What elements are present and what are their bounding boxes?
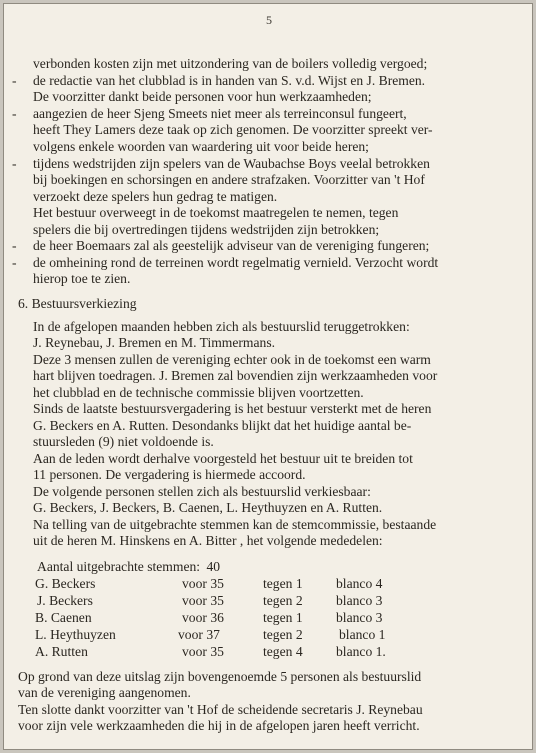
vote-voor: voor 35 [182,644,224,659]
bullet-mark: - [12,156,17,171]
vote-blanco: blanco 3 [336,593,383,608]
text-line: de heer Boemaars zal als geestelijk adviseur van de vereniging fungeren; [33,238,430,253]
text-line: Na telling van de uitgebrachte stemmen kan de stemcommissie, bestaande [33,517,437,532]
vote-row [4,627,534,643]
vote-name: G. Beckers [35,576,96,591]
text-line: De voorzitter dankt beide personen voor hun werkzaamheden; [33,89,372,104]
text-line: 11 personen. De vergadering is hiermede accoord. [33,467,306,482]
text-line: De volgende personen stellen zich als bestuurslid verkiesbaar: [33,484,371,499]
text-line: Op grond van deze uitslag zijn bovengenoemde 5 personen als bestuurslid [18,669,422,684]
text-line: heeft They Lamers deze taak op zich genomen. De voorzitter spreekt ver- [33,122,433,137]
text-line: Deze 3 mensen zullen de vereniging echter ook in de toekomst een warm [33,352,431,367]
text-line: G. Beckers en A. Rutten. Desondanks blijkt dat het huidige aantal be- [33,418,412,433]
vote-blanco: blanco 1 [339,627,386,642]
text-line: hierop toe te zien. [33,271,131,286]
votes-total-value: 40 [206,559,221,574]
text-line: volgens enkele woorden van waardering uit voor beide heren; [33,139,369,154]
text-line: G. Beckers, J. Beckers, B. Caenen, L. Heythuyzen en A. Rutten. [33,500,383,515]
text-line: Sinds de laatste bestuursvergadering is het bestuur versterkt met de heren [33,401,432,416]
text-line: de redactie van het clubblad is in handen van S. v.d. Wijst en J. Bremen. [33,73,426,88]
bullet-mark: - [12,238,17,253]
vote-voor: voor 37 [178,627,220,642]
vote-tegen: tegen 2 [263,593,303,608]
vote-blanco: blanco 4 [336,576,383,591]
text-line: hart blijven toedragen. J. Bremen zal bovendien zijn werkzaamheden voor [33,368,438,383]
text-line: het clubblad en de technische commissie blijven voortzetten. [33,385,364,400]
vote-name: J. Beckers [37,593,93,608]
text-line: Ten slotte dankt voorzitter van 't Hof de scheidende secretaris J. Reynebau [18,702,423,717]
text-line: Het bestuur overweegt in de toekomst maatregelen te nemen, tegen [33,205,399,220]
vote-blanco: blanco 1. [336,644,386,659]
vote-row [4,593,534,609]
page-number: 5 [266,13,272,27]
text-line: In de afgelopen maanden hebben zich als bestuurslid teruggetrokken: [33,319,410,334]
text-line: aangezien de heer Sjeng Smeets niet meer als terreinconsul fungeert, [33,106,407,121]
vote-name: A. Rutten [35,644,88,659]
text-line: verzoekt deze spelers hun gedrag te matigen. [33,189,278,204]
text-line: spelers die bij overtredingen tijdens wedstrijden zijn betrokken; [33,222,380,237]
section-heading: 6. Bestuursverkiezing [18,296,137,311]
votes-total [37,559,220,575]
vote-tegen: tegen 1 [263,610,303,625]
vote-name: B. Caenen [35,610,92,625]
vote-blanco: blanco 3 [336,610,383,625]
bullet-mark: - [12,73,17,88]
text-line: stuursleden (9) niet voldoende is. [33,434,214,449]
text-line: uit de heren M. Hinskens en A. Bitter , het volgende mededelen: [33,533,383,548]
bullet-mark: - [12,255,17,270]
text-line: voor zijn vele werkzaamheden die hij in de afgelopen jaren heeft verricht. [18,718,420,733]
text-line: verbonden kosten zijn met uitzondering van de boilers volledig vergoed; [33,56,428,71]
document-page [3,3,533,750]
vote-tegen: tegen 4 [263,644,303,659]
text-line: bij boekingen en schorsingen en andere strafzaken. Voorzitter van 't Hof [33,172,425,187]
vote-tegen: tegen 2 [263,627,303,642]
vote-row [4,644,534,660]
vote-voor: voor 35 [182,593,224,608]
vote-name: L. Heythuyzen [35,627,116,642]
text-line: Aan de leden wordt derhalve voorgesteld het bestuur uit te breiden tot [33,451,413,466]
text-line: de omheining rond de terreinen wordt regelmatig vernield. Verzocht wordt [33,255,439,270]
vote-voor: voor 35 [182,576,224,591]
votes-total-label: Aantal uitgebrachte stemmen: [37,559,201,574]
text-line: J. Reynebau, J. Bremen en M. Timmermans. [33,335,276,350]
text-line: tijdens wedstrijden zijn spelers van de Waubachse Boys veelal betrokken [33,156,430,171]
bullet-mark: - [12,106,17,121]
vote-row [4,610,534,626]
text-line: van de vereniging aangenomen. [18,685,191,700]
vote-voor: voor 36 [182,610,224,625]
vote-row [4,576,534,592]
vote-tegen: tegen 1 [263,576,303,591]
